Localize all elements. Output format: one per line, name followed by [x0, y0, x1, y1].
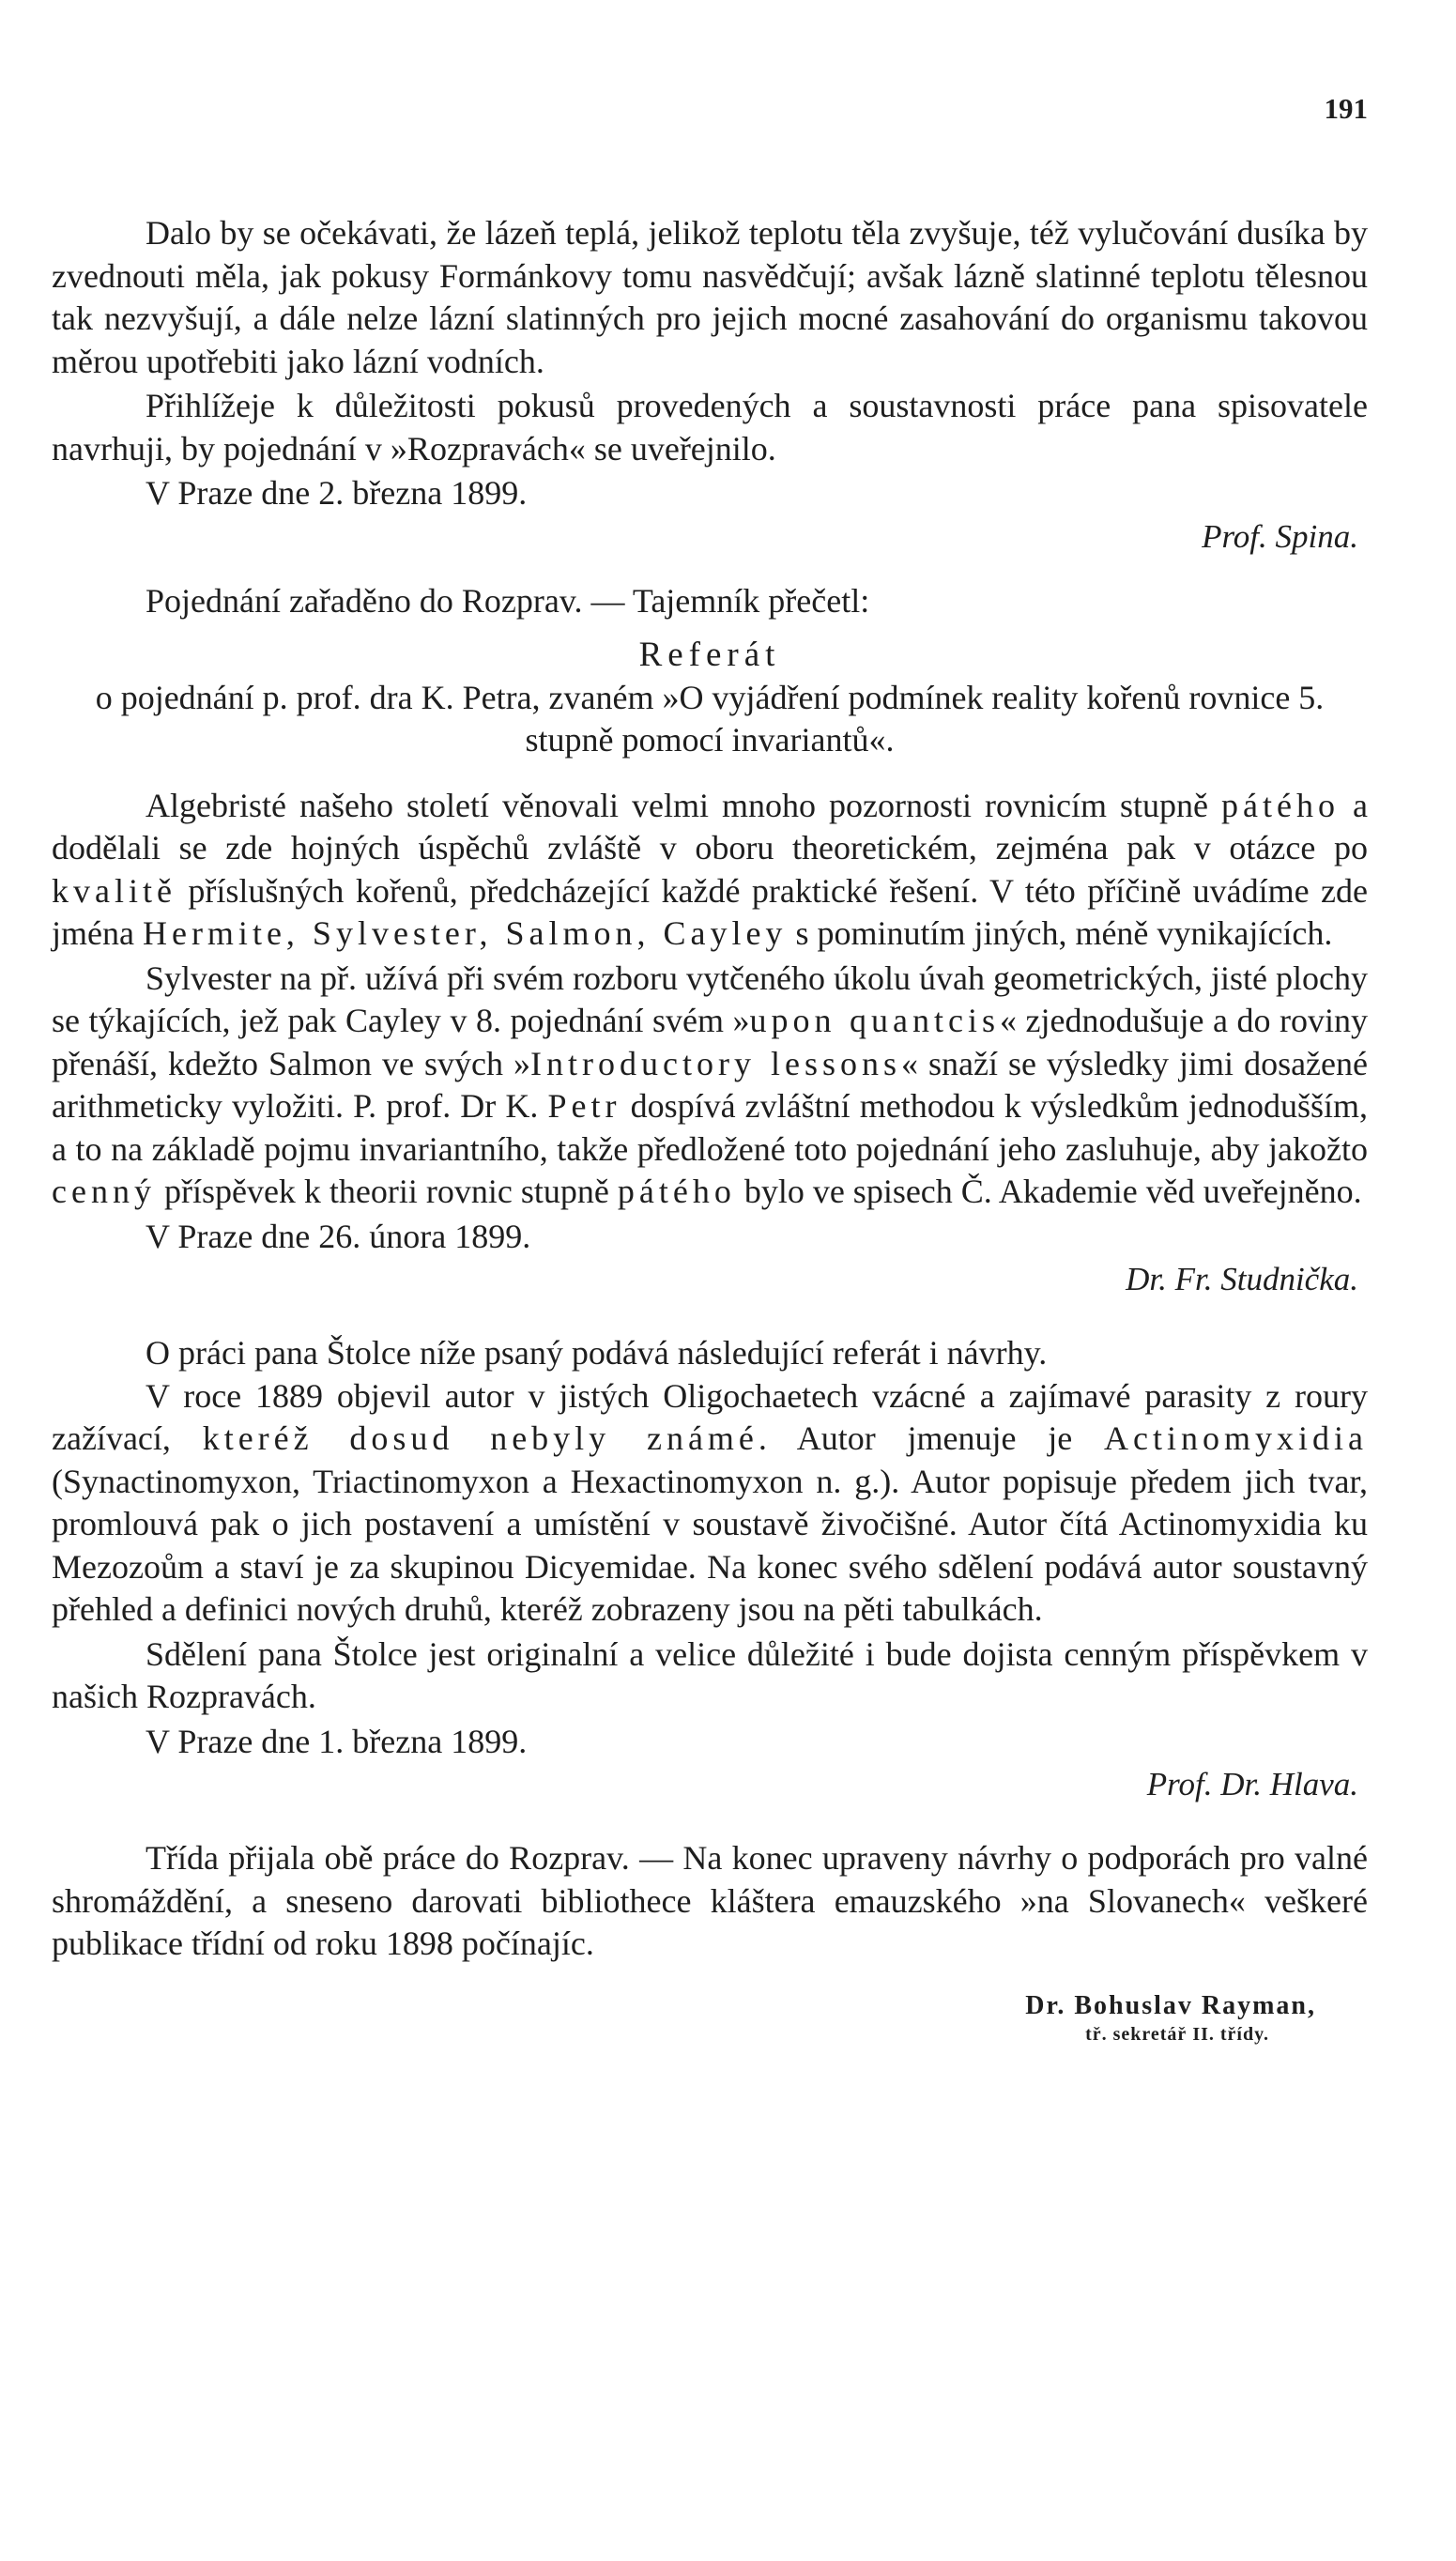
document-page [52, 92, 1369, 2047]
paragraph-recommendation: Přihlížeje k důležitosti pokusů provedených a soustavnosti práce pana spisovatele navrhuji, by pojednání v »Rozpravách« se uveřejnilo. [52, 387, 1368, 468]
signature-spina: Prof. Spina. [1202, 517, 1358, 555]
date-line-3: V Praze dne 1. března 1899. [146, 1722, 528, 1760]
paragraph-class-decision: Třída přijala obě práce do Rozprav. — Na konec upraveny návrhy o podporách pro valné shromáždění, a sneseno darovati bibliothece kláštera emauzského »na Slovanech« veškeré publikace třídní od roku 1898 počínajíc. [52, 1839, 1368, 1962]
paragraph-sylvester: Sylvester na př. užívá při svém rozboru vytčeného úkolu úvah geometrických, jisté plochy se týkajících, jež pak Cayley v 8. pojednání svém »upon quantcis« zjednodušuje a do roviny přenáší, kdežto Salmon ve svých »Introductory lessons« snaží se výsledky jimi dosažené arithmeticky vyložiti. P. prof. Dr K. Petr dospívá zvláštní methodou k výsledkům jednodušším, a to na základě pojmu invariantního, takže předložené toto pojednání jeho zasluhuje, aby jakožto cenný příspěvek k theorii rovnic stupně pátého bylo ve spisech Č. Akademie věd uveřejněno. [52, 958, 1368, 1210]
secretary-signature [52, 1990, 1368, 2047]
paragraph-nitrogen: Dalo by se očekávati, že lázeň teplá, jelikož teplotu těla zvyšuje, též vylučování dusíka by zvednouti měla, jak pokusy Formánkovy tomu nasvědčují; avšak lázně slatinné teplotu tělesnou tak nezvyšují, a dále nelze lázní slatinných pro jejich mocné zasahování do organismu takovou měrou upotřebiti jako lázní vodních. [52, 214, 1368, 380]
referat-title: Referát [638, 636, 781, 674]
secretary-role: tř. sekretář II. třídy. [1085, 2023, 1269, 2045]
paragraph-parasites: V roce 1889 objevil autor v jistých Oligochaetech vzácné a zajímavé parasity z roury zažívací, kteréž dosud nebyly známé. Autor jmenuje je Actinomyxidia (Synactinomyxon, Triactinomyxon a Hexactinomyxon n. g.). Autor popisuje předem jich tvar, promlouvá pak o jich postavení a umístění v soustavě živočišné. Autor čítá Actinomyxidia ku Mezozoům a staví je za skupinou Dicyemidae. Na konec svého sdělení podává autor soustavný přehled a definici nových druhů, kteréž zobrazeny jsou na pěti tabulkách. [52, 1376, 1368, 1628]
referat-subject: o pojednání p. prof. dra K. Petra, zvaném »O vyjádření podmínek reality kořenů rovnice 5. stupně pomocí invariantů«. [95, 678, 1325, 759]
decision-line-1: Pojednání zařaděno do Rozprav. — Tajemník přečetl: [146, 581, 870, 620]
page-number: 191 [1324, 92, 1368, 125]
signature-hlava: Prof. Dr. Hlava. [1146, 1766, 1358, 1802]
signature-studnicka: Dr. Fr. Studnička. [1126, 1261, 1358, 1297]
date-line-2: V Praze dne 26. února 1899. [146, 1217, 531, 1255]
paragraph-stolc-conclusion: Sdělení pana Štolce jest originalní a velice důležité i bude dojista cenným příspěvkem v našich Rozpravách. [52, 1634, 1368, 1715]
paragraph-algebraists: Algebristé našeho století věnovali velmi mnoho pozornosti rovnicím stupně pátého a dodělali se zde hojných úspěchů zvláště v oboru theoretickém, zejména pak v otázce po kvalitě příslušných kořenů, předcházející každé praktické řešení. V této příčině uvádíme zde jména Hermite, Sylvester, Salmon, Cayley s pominutím jiných, méně vynikajících. [52, 786, 1369, 952]
secretary-name: Dr. Bohuslav Rayman, [1025, 1990, 1316, 2020]
paragraph-stolc-intro: O práci pana Štolce níže psaný podává následující referát i návrhy. [146, 1334, 1048, 1372]
date-line-1: V Praze dne 2. března 1899. [146, 474, 528, 512]
